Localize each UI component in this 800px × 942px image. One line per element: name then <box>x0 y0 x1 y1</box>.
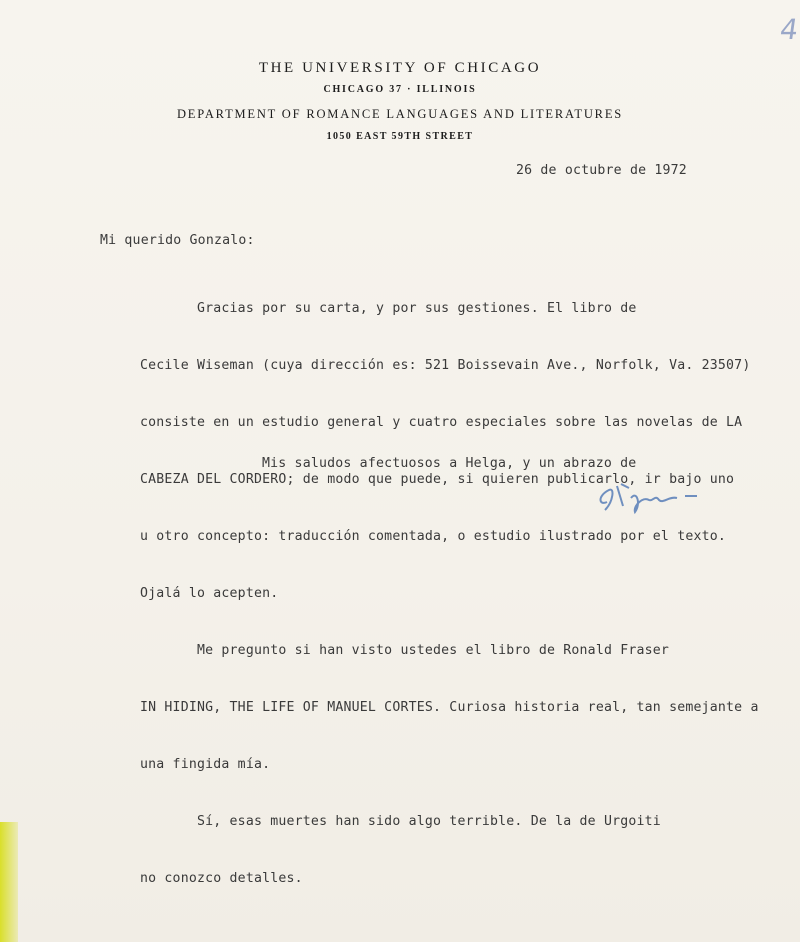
letter-body <box>140 261 759 926</box>
letter-salutation: Mi querido Gonzalo: <box>100 233 255 248</box>
body-line: Me pregunto si han visto ustedes el libro de Ronald Fraser <box>140 643 670 658</box>
letter-date: 26 de octubre de 1972 <box>516 163 687 178</box>
body-line: Cecile Wiseman (cuya dirección es: 521 Boissevain Ave., Norfolk, Va. 23507) <box>140 358 751 373</box>
letterhead-address: 1050 EAST 59TH STREET <box>326 131 474 142</box>
body-line: u otro concepto: traducción comentada, o estudio ilustrado por el texto. <box>140 529 727 544</box>
body-line: consiste en un estudio general y cuatro especiales sobre las novelas de LA <box>140 415 743 430</box>
margin-page-number: 4 <box>777 13 800 46</box>
body-line: IN HIDING, THE LIFE OF MANUEL CORTES. Curiosa historia real, tan semejante a <box>140 700 759 715</box>
body-line: una fingida mía. <box>140 757 271 772</box>
body-line: no conozco detalles. <box>140 871 303 886</box>
body-line: Sí, esas muertes han sido algo terrible. De la de Urgoiti <box>140 814 661 829</box>
letterhead-city: CHICAGO 37 · ILLINOIS <box>323 84 477 95</box>
scan-edge-tint <box>0 822 18 942</box>
body-line: Ojalá lo acepten. <box>140 586 279 601</box>
letterhead-university: THE UNIVERSITY OF CHICAGO <box>258 60 542 76</box>
letterhead-department: DEPARTMENT OF ROMANCE LANGUAGES AND LITERATURES <box>176 107 624 121</box>
letter-closing: Mis saludos afectuosos a Helga, y un abrazo de <box>262 456 637 471</box>
body-line: Gracias por su carta, y por sus gestiones. El libro de <box>140 301 637 316</box>
body-line: CABEZA DEL CORDERO; de modo que puede, si quieren publicarlo, ir bajo uno <box>140 472 735 487</box>
handwritten-signature <box>593 476 703 516</box>
